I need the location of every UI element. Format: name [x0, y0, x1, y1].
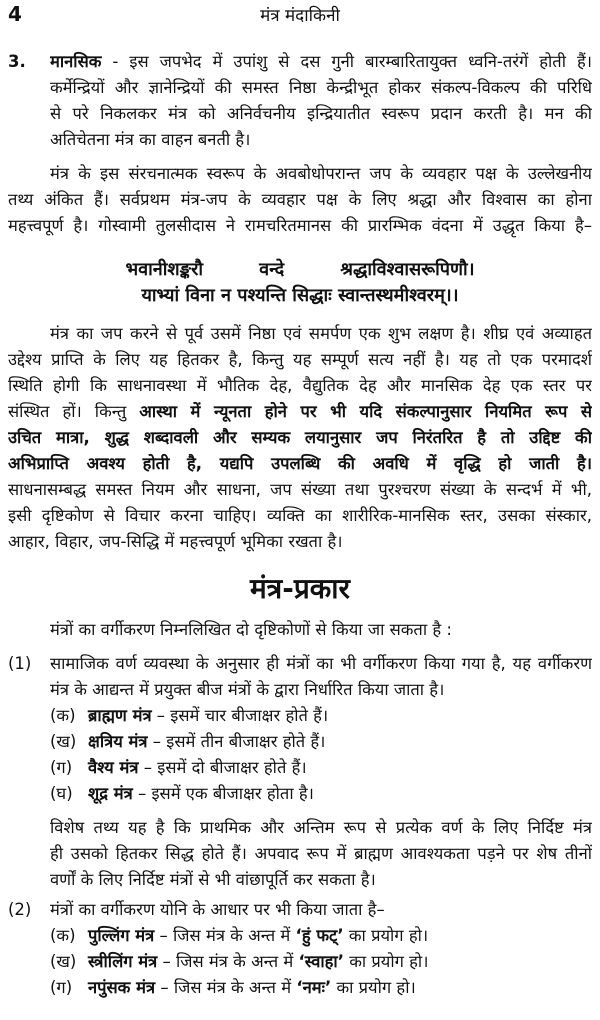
section-3-mansik — [8, 49, 592, 153]
section-heading: मंत्र-प्रकार — [250, 572, 350, 605]
text-line: ही उसको हितकर सिद्ध होते हैं। अपवाद रूप में ब्राह्मण आवश्यकता पड़ने पर शेष तीनों — [50, 844, 592, 863]
verse-quote — [8, 257, 592, 309]
text-line: मंत्रों का वर्गीकरण योनि के आधार पर भी किया जाता है– — [50, 900, 385, 919]
list-item: (ख) स्त्रीलिंग मंत्र – जिस मंत्र के अन्त में ‘स्वाहा’ का प्रयोग हो। — [50, 952, 429, 971]
text-line: साधनासम्बद्ध समस्त नियम और साधना, जप संख्या तथा पुरश्चरण संख्या के सन्दर्भ में भी, — [8, 480, 592, 499]
text-line: से परे निकलकर मंत्र को अनिर्वचनीय इन्द्रियातीत स्वरूप प्रदान करती है। मन की — [50, 104, 592, 123]
classification-1 — [8, 651, 592, 703]
book-page — [8, 0, 592, 1001]
text-line: संस्थित हों। किन्तु आस्था में न्यूनता होने पर भी यदि संकल्पानुसार नियमित रूप से — [8, 402, 592, 421]
page-number: 4 — [8, 2, 22, 26]
classification-intro: मंत्रों का वर्गीकरण निम्नलिखित दो दृष्टिकोणों से किया जा सकता है : — [50, 620, 452, 639]
text-line: स्थिति होगी कि साधनावस्था में भौतिक देह, वैद्युतिक देह और मानसिक देह एक स्तर पर — [8, 376, 592, 395]
text-line: मंत्र के इस संरचनात्मक स्वरूप के अवबोधोपरान्त जप के व्यवहार पक्ष के उल्लेखनीय — [50, 164, 592, 183]
varna-list — [8, 703, 592, 807]
running-title: मंत्र मंदाकिनी — [260, 6, 340, 26]
text-line: तथ्य अंकित हैं। सर्वप्रथम मंत्र-जप के व्यवहार पक्ष के लिए श्रद्धा और विश्वास का होना — [8, 190, 592, 209]
text-line: आहार, विहार, जप-सिद्धि में महत्त्वपूर्ण भूमिका रखता है। — [8, 532, 343, 551]
text-line: महत्त्वपूर्ण है। गोस्वामी तुलसीदास ने रामचरितमानस की प्रारम्भिक वंदना में उद्धृत किया है– — [8, 216, 592, 235]
text-line: कर्मेन्द्रियों और ज्ञानेन्द्रियों की समस्त निष्ठा केन्द्रीभूत होकर संकल्प-विकल्प की परिधि — [50, 78, 592, 97]
list-item: (घ) शूद्र मंत्र – इसमें एक बीजाक्षर होता है। — [50, 784, 314, 803]
text-line: इसी दृष्टिकोण से विचार करना चाहिए। व्यक्ति का शारीरिक-मानसिक स्तर, उसका संस्कार, — [8, 506, 592, 525]
text-line: अतिचेतना मंत्र का वाहन बनती है। — [50, 130, 251, 149]
list-item: (क) पुल्लिंग मंत्र – जिस मंत्र के अन्त में ‘हुं फट्’ का प्रयोग हो। — [50, 926, 429, 945]
verse-line-1: भवानीशङ्करौ वन्दे श्रद्धाविश्वासरूपिणौ। — [125, 259, 475, 280]
list-number: (2) — [8, 900, 32, 919]
paragraph-intro — [8, 161, 592, 239]
gender-list — [8, 923, 592, 1001]
paragraph-japa — [8, 321, 592, 555]
text-line: विशेष तथ्य यह है कि प्राथमिक और अन्तिम रूप से प्रत्येक वर्ण के लिए निर्दिष्ट मंत्र — [50, 818, 592, 837]
verse-line-2: याभ्यां विना न पश्यन्ति सिद्धाः स्वान्तस्थमीश्वरम्।। — [141, 285, 459, 306]
page-header — [8, 0, 592, 40]
classification-1-note — [8, 815, 592, 893]
classification-2 — [8, 897, 592, 923]
text-line: अभिप्राप्ति अवश्य होती है, यद्यपि उपलब्धि की अवधि में वृद्धि हो जाती है। — [8, 454, 592, 473]
text-line: वर्णों के लिए निर्दिष्ट मंत्रों से भी वांछापूर्ति कर सकता है। — [50, 870, 376, 889]
list-item: (क) ब्राह्मण मंत्र – इसमें चार बीजाक्षर होते हैं। — [50, 706, 329, 725]
text-line: मंत्र का जप करने से पूर्व उसमें निष्ठा एवं समर्पण एक शुभ लक्षण है। शीघ्र एवं अव्याहत — [50, 324, 592, 343]
section-number: 3. — [8, 52, 26, 71]
text-line: उद्देश्य प्राप्ति के लिए यह हितकर है, किन्तु यह सम्पूर्ण सत्य नहीं है। यह तो एक परमादर्श — [8, 350, 592, 369]
list-item: (ग) वैश्य मंत्र – इसमें दो बीजाक्षर होते हैं। — [50, 758, 307, 777]
section-term: मानसिक — [50, 52, 102, 71]
list-item: (ग) नपुंसक मंत्र – जिस मंत्र के अन्त में ‘नमः’ का प्रयोग हो। — [50, 978, 416, 997]
list-item: (ख) क्षत्रिय मंत्र – इसमें तीन बीजाक्षर होते हैं। — [50, 732, 326, 751]
list-number: (1) — [8, 654, 32, 673]
text-line: सामाजिक वर्ण व्यवस्था के अनुसार ही मंत्रों का भी वर्गीकरण किया गया है, यह वर्गीकरण — [50, 654, 592, 673]
text-line: मानसिक - इस जपभेद में उपांशु से दस गुनी बारम्बारितायुक्त ध्वनि-तरंगें होती हैं। — [50, 52, 592, 71]
text-line: मंत्र के आद्यन्त में प्रयुक्त बीज मंत्रों के द्वारा निर्धारित किया जाता है। — [50, 680, 445, 699]
text-line: उचित मात्रा, शुद्ध शब्दावली और सम्यक लयानुसार जप निरंतरित है तो उद्दिष्ट की — [8, 428, 592, 447]
